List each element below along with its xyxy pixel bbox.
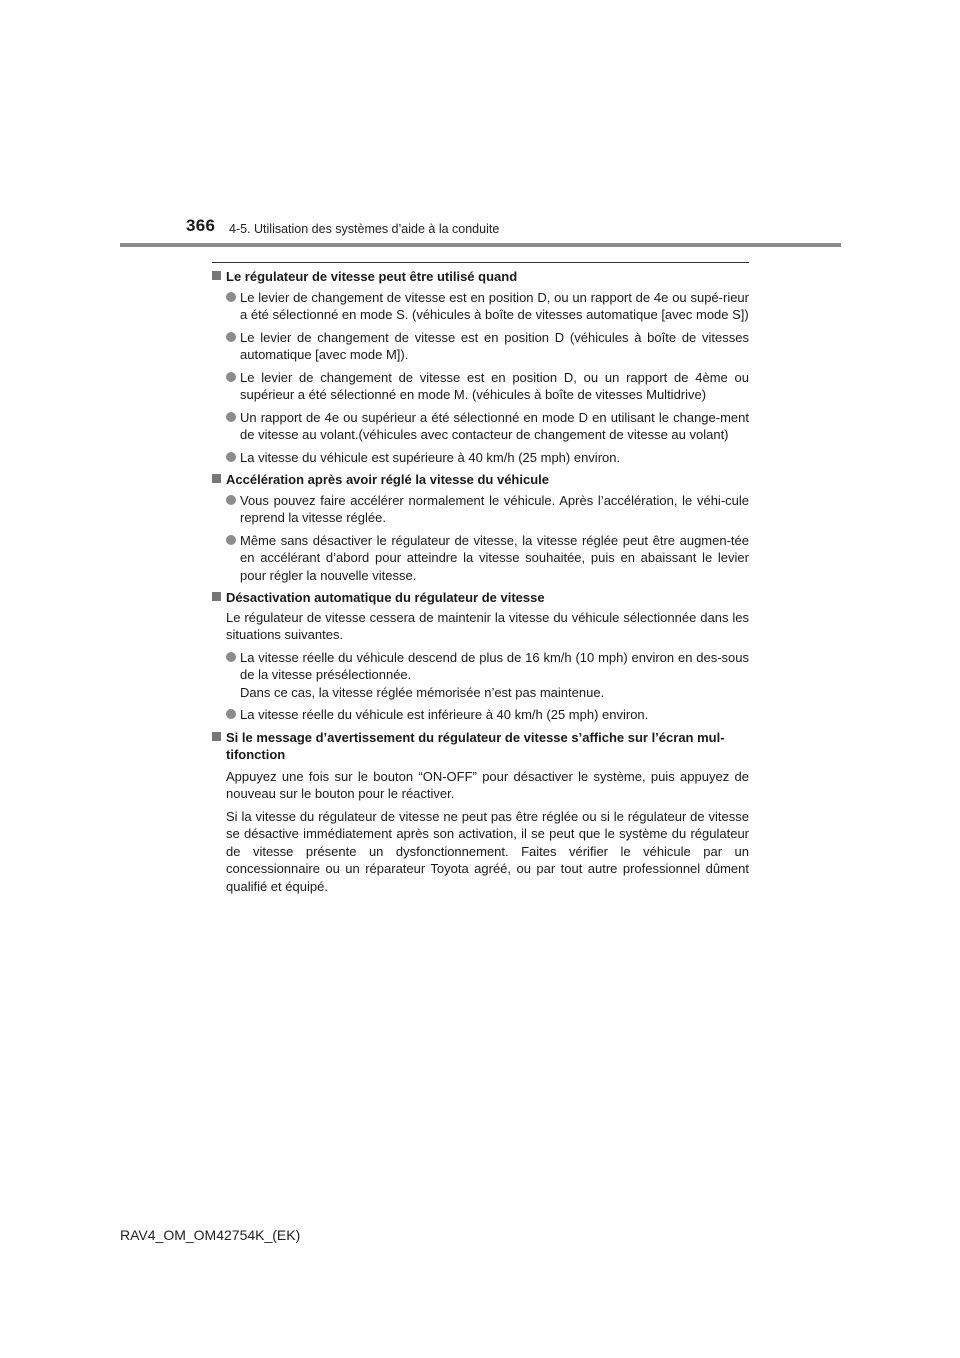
section-heading: Si le message d’avertissement du régulateur de vitesse s’affiche sur l’écran mul-tifonction (226, 729, 725, 762)
footer-document-code: RAV4_OM_OM42754K_(EK) (120, 1227, 301, 1243)
section-acceleration (212, 471, 749, 584)
circle-bullet-icon (226, 452, 236, 462)
list-item-text: Le levier de changement de vitesse est en position D, ou un rapport de 4ème ou supérieur a été sélectionné en mode M. (véhicules à boîte de vitesses Multidrive) (240, 369, 749, 402)
circle-bullet-icon (226, 372, 236, 382)
content-rule (212, 262, 749, 263)
header-rule (120, 243, 841, 247)
list-item (226, 492, 749, 527)
chapter-title: 4-5. Utilisation des systèmes d’aide à la conduite (229, 222, 500, 236)
circle-bullet-icon (226, 652, 236, 662)
circle-bullet-icon (226, 495, 236, 505)
circle-bullet-icon (226, 292, 236, 302)
circle-bullet-icon (226, 709, 236, 719)
square-bullet-icon (212, 474, 221, 483)
paragraph: Appuyez une fois sur le bouton “ON-OFF” pour désactiver le système, puis appuyez de nouveau sur le bouton pour le réactiver. (226, 768, 749, 801)
list-item-text: Le levier de changement de vitesse est en position D (véhicules à boîte de vitesses automatique [avec mode M]). (240, 329, 749, 362)
square-bullet-icon (212, 592, 221, 601)
list-item-text: Un rapport de 4e ou supérieur a été sélectionné en mode D en utilisant le change-ment de vitesse au volant.(véhicules avec contacteur de changement de vitesse au volant) (240, 409, 749, 442)
list-item-text: La vitesse réelle du véhicule est inférieure à 40 km/h (25 mph) environ. (240, 707, 649, 722)
list-item-text: Le levier de changement de vitesse est en position D, ou un rapport de 4e ou supé-rieur a été sélectionné en mode S. (véhicules à boîte de vitesses automatique [avec mode S]) (240, 289, 749, 322)
circle-bullet-icon (226, 535, 236, 545)
circle-bullet-icon (226, 332, 236, 342)
list-item (226, 649, 749, 702)
section-auto-deactivation (212, 589, 749, 724)
list-item-text: Vous pouvez faire accélérer normalement le véhicule. Après l’accélération, le véhi-cule reprend la vitesse réglée. (240, 492, 749, 525)
section-heading: Le régulateur de vitesse peut être utilisé quand (226, 269, 518, 284)
list-item (226, 449, 749, 467)
list-item-text: Même sans désactiver le régulateur de vitesse, la vitesse réglée peut être augmen-tée en accélérant d’abord pour atteindre la vitesse souhaitée, puis en abaissant le levier pour régler la nouvelle vitesse. (240, 532, 749, 583)
list-item (226, 409, 749, 444)
section-warning-message (212, 729, 749, 896)
section-usage-conditions (212, 268, 749, 466)
paragraph: Si la vitesse du régulateur de vitesse ne peut pas être réglée ou si le régulateur de vitesse se désactive immédiatement après son activation, il se peut que le système du régulateur de vitesse présente un dysfonctionnement. Faites vérifier le véhicule par un concessionnaire ou un réparateur Toyota agréé, ou par tout autre professionnel dûment qualifié et équipé. (226, 808, 749, 894)
list-item (226, 329, 749, 364)
list-item-text: La vitesse du véhicule est supérieure à 40 km/h (25 mph) environ. (240, 449, 621, 465)
list-item (226, 289, 749, 324)
list-item (226, 369, 749, 404)
section-heading: Accélération après avoir réglé la vitesse du véhicule (226, 472, 549, 487)
section-heading: Désactivation automatique du régulateur de vitesse (226, 590, 545, 605)
page-content (212, 266, 749, 900)
list-item-note: Dans ce cas, la vitesse réglée mémorisée n’est pas maintenue. (240, 684, 605, 700)
circle-bullet-icon (226, 412, 236, 422)
list-item-text: La vitesse réelle du véhicule descend de plus de 16 km/h (10 mph) environ en des-sous de la vitesse présélectionnée. (240, 649, 749, 682)
list-item (226, 706, 749, 724)
square-bullet-icon (212, 271, 221, 280)
square-bullet-icon (212, 732, 221, 741)
list-item (226, 532, 749, 585)
section-intro: Le régulateur de vitesse cessera de maintenir la vitesse du véhicule sélectionnée dans les situations suivantes. (226, 609, 749, 642)
page-number: 366 (186, 216, 216, 235)
